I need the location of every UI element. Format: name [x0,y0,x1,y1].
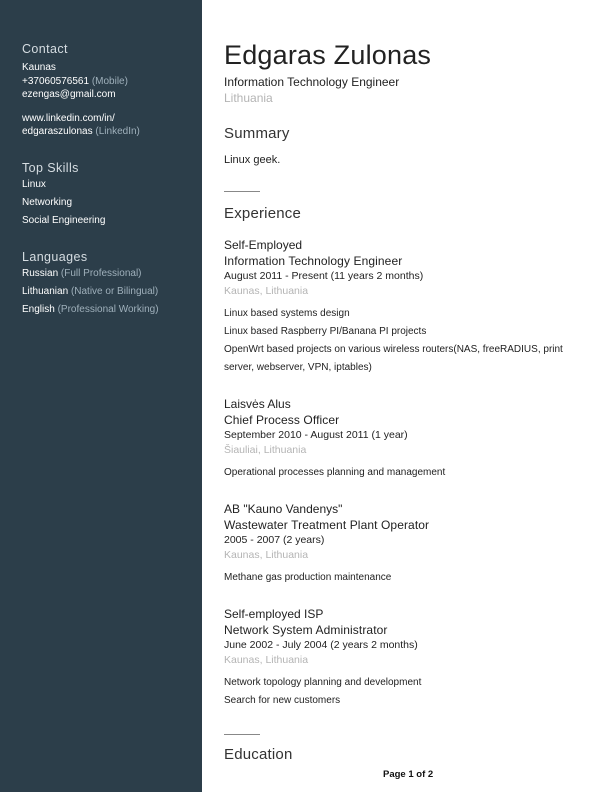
job-entry [224,606,594,710]
job-dates: September 2010 - August 2011 (1 year) [224,429,408,441]
phone-type: (Mobile) [91,75,128,87]
language-item [22,301,197,319]
job-description-line: Network topology planning and development [224,677,422,688]
job-company: Self-employed ISP [224,607,324,621]
contact-city: Kaunas [22,62,56,73]
job-description-line: server, webserver, VPN, iptables) [224,362,372,373]
job-dates: August 2011 - Present (11 years 2 months) [224,270,424,282]
contact-section [22,42,197,139]
header-location: Lithuania [224,91,273,105]
skill-item: Linux [22,179,46,190]
language-name: Russian [22,268,59,279]
education-title: Education [224,746,293,763]
job-location: Kaunas, Lithuania [224,285,309,297]
language-level: (Native or Bilingual) [70,286,159,297]
job-title: Network System Administrator [224,623,388,637]
contact-phone [22,75,197,89]
language-level: (Professional Working) [57,304,159,315]
language-item [22,265,197,283]
person-name: Edgaras Zulonas [224,40,432,70]
contact-email[interactable]: ezengas@gmail.com [22,89,116,100]
summary-text: Linux geek. [224,154,281,166]
job-location: Kaunas, Lithuania [224,549,309,561]
page-number: Page 1 of 2 [383,769,434,780]
skills-section [22,161,197,230]
languages-heading: Languages [22,250,88,264]
linkedin-url-line1[interactable]: www.linkedin.com/in/ [22,112,115,124]
job-company: Self-Employed [224,238,303,252]
language-name: Lithuanian [22,286,69,297]
job-title: Chief Process Officer [224,413,340,427]
job-description [224,569,594,587]
language-level: (Full Professional) [60,268,142,279]
linkedin-label: (LinkedIn) [95,126,140,137]
languages-section [22,250,197,319]
job-description-line: Methane gas production maintenance [224,572,392,583]
headline: Information Technology Engineer [224,75,400,89]
job-description-line: Search for new customers [224,695,341,706]
job-description [224,464,594,482]
job-company: AB "Kauno Vandenys" [224,502,343,516]
job-description-line: OpenWrt based projects on various wireless routers(NAS, freeRADIUS, print [224,344,563,355]
contact-heading: Contact [22,42,68,56]
language-name: English [22,304,55,315]
skills-heading: Top Skills [22,161,79,175]
skill-item: Social Engineering [22,215,106,226]
job-company: Laisvės Alus [224,397,291,411]
job-location: Kaunas, Lithuania [224,654,309,666]
job-entry [224,396,594,482]
job-dates: 2005 - 2007 (2 years) [224,534,325,546]
sidebar [0,0,202,792]
job-location: Šiauliai, Lithuania [224,444,307,456]
job-description-line: Linux based systems design [224,308,350,319]
job-description-line: Linux based Raspberry PI/Banana PI projects [224,326,427,337]
job-title: Information Technology Engineer [224,254,403,268]
language-item [22,283,197,301]
experience-title: Experience [224,205,302,222]
job-description-line: Operational processes planning and management [224,467,446,478]
phone-number: +37060576561 [22,75,90,87]
job-entry [224,237,594,377]
section-divider [224,191,260,192]
section-divider [224,734,260,735]
job-title: Wastewater Treatment Plant Operator [224,518,430,532]
job-description [224,674,594,710]
summary-title: Summary [224,125,290,142]
linkedin-handle[interactable]: edgaraszulonas [22,126,93,137]
linkedin-url-line2[interactable] [22,125,197,139]
job-dates: June 2002 - July 2004 (2 years 2 months) [224,639,418,651]
job-description [224,305,594,377]
job-entry [224,501,594,587]
skill-item: Networking [22,197,73,208]
